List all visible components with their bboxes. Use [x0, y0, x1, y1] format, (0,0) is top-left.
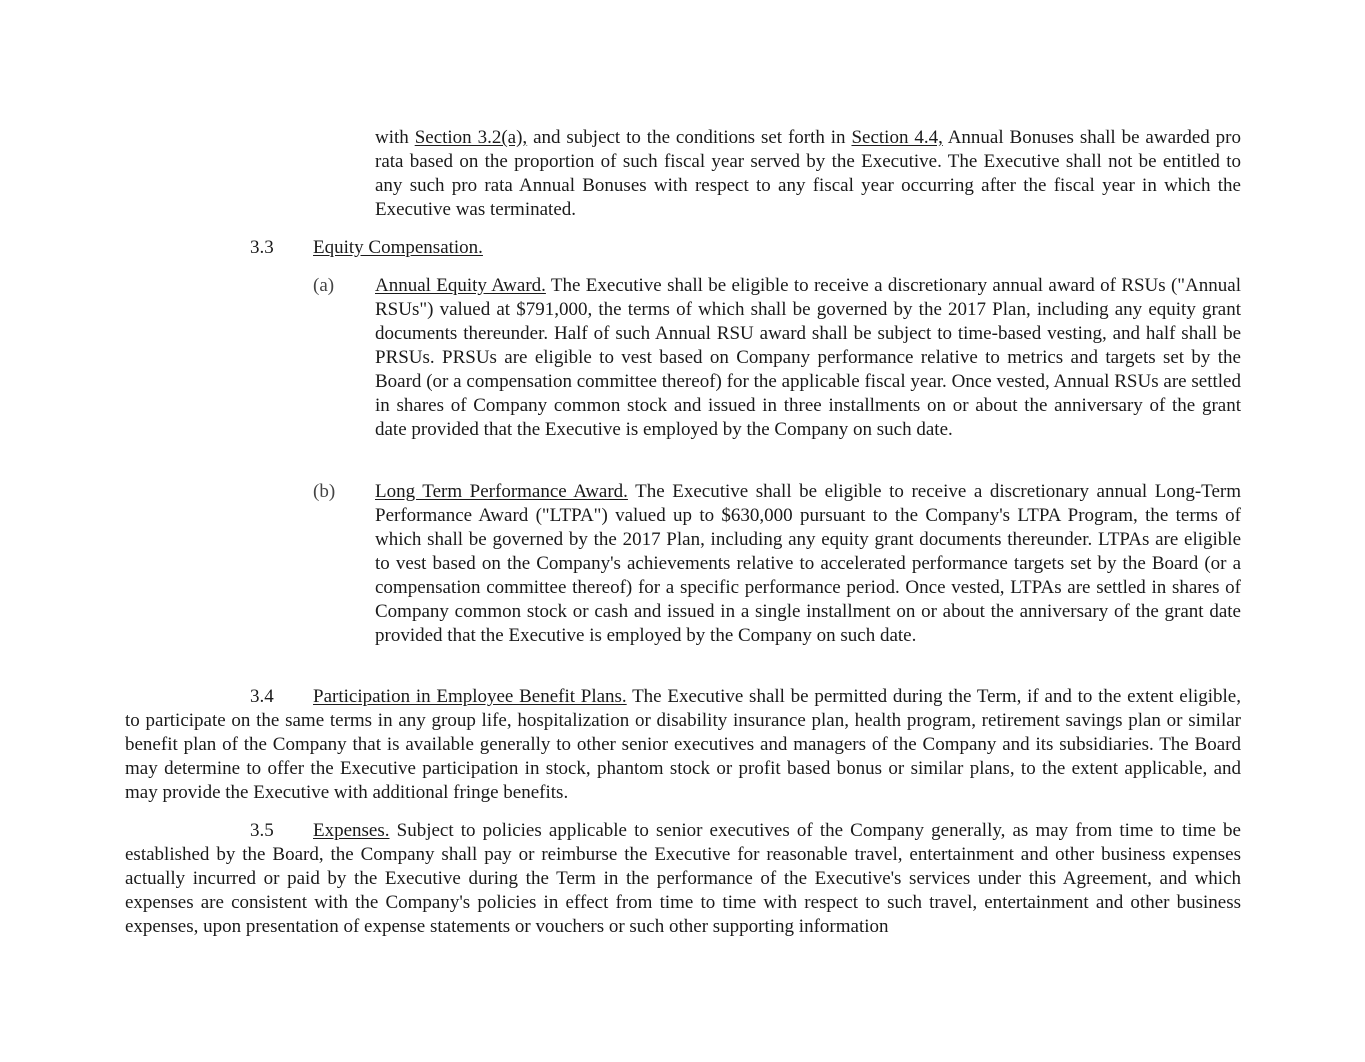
long-term-performance-award-body: The Executive shall be eligible to receive a discretionary annual Long-Term Performance Award ("LTPA") valued up to $630,000 pursuant to the Company's LTPA Program, the terms of which shall be governed by the 2017 Plan, including any equity grant documents thereunder. LTPAs are eligible to vest based on the Company's achievements relative to accelerated performance targets set by the Board (or a compensation committee thereof) for a specific performance period. Once vested, LTPAs are settled in shares of Company common stock or cash and issued in a single installment on or about the anniversary of the grant date provided that the Executive is employed by the Company on such date. [375, 481, 1241, 646]
long-term-performance-award-heading: Long Term Performance Award. [375, 481, 628, 502]
annual-equity-award-heading: Annual Equity Award. [375, 275, 546, 296]
section-3-3-heading: Equity Compensation. [313, 237, 483, 258]
section-4-4-reference: Section 4.4, [851, 127, 943, 148]
section-3-5-body: Subject to policies applicable to senior executives of the Company generally, as may from time to time be established by the Board, the Company shall pay or reimburse the Executive for reasonable travel, entertainment and other business expenses actually incurred or paid by the Executive during the Term in the performance of the Executive's services under this Agreement, and which expenses are consistent with the Company's policies in effect from time to time with respect to such travel, entertainment and other business expenses, upon presentation of expense statements or vouchers or such other supporting information [125, 820, 1241, 937]
section-3-4-number: 3.4 [250, 686, 274, 707]
continuation-text-3: Annual Bonuses shall be awarded pro rata based on the proportion of such fiscal year served by the Executive. The Executive shall not be entitled to any such pro rata Annual Bonuses with respect to any fiscal year occurring after the fiscal year in which the Executive was terminated. [375, 127, 1242, 220]
continuation-text-1: with [375, 127, 415, 148]
section-3-5-heading: Expenses. [313, 820, 390, 841]
section-3-5-paragraph [125, 819, 1241, 939]
continuation-text-2: and subject to the conditions set forth in [527, 127, 852, 148]
section-3-4-paragraph [125, 685, 1241, 805]
continuation-paragraph [375, 126, 1241, 222]
section-3-2a-reference: Section 3.2(a), [414, 127, 528, 148]
item-b-label: (b) [313, 481, 336, 502]
section-3-3-number: 3.3 [250, 237, 274, 258]
item-a-label: (a) [313, 275, 335, 296]
section-3-4-body: The Executive shall be permitted during the Term, if and to the extent eligible, to participate on the same terms in any group life, hospitalization or disability insurance plan, health program, retirement savings plan or similar benefit plan of the Company that is available generally to other senior executives and managers of the Company and its subsidiaries. The Board may determine to offer the Executive participation in stock, phantom stock or profit based bonus or similar plans, to the extent applicable, and may provide the Executive with additional fringe benefits. [125, 686, 1241, 803]
annual-equity-award-paragraph [375, 274, 1241, 442]
long-term-performance-award-paragraph [375, 480, 1241, 648]
annual-equity-award-body: The Executive shall be eligible to receive a discretionary annual award of RSUs ("Annual RSUs") valued at $791,000, the terms of which shall be governed by the 2017 Plan, including any equity grant documents thereunder. Half of such Annual RSU award shall be subject to time-based vesting, and half shall be PRSUs. PRSUs are eligible to vest based on Company performance relative to metrics and targets set by the Board (or a compensation committee thereof) for the applicable fiscal year. Once vested, Annual RSUs are settled in shares of Company common stock and issued in three installments on or about the anniversary of the grant date provided that the Executive is employed by the Company on such date. [375, 275, 1241, 440]
section-3-4-heading: Participation in Employee Benefit Plans. [313, 686, 627, 707]
section-3-5-number: 3.5 [250, 820, 274, 841]
